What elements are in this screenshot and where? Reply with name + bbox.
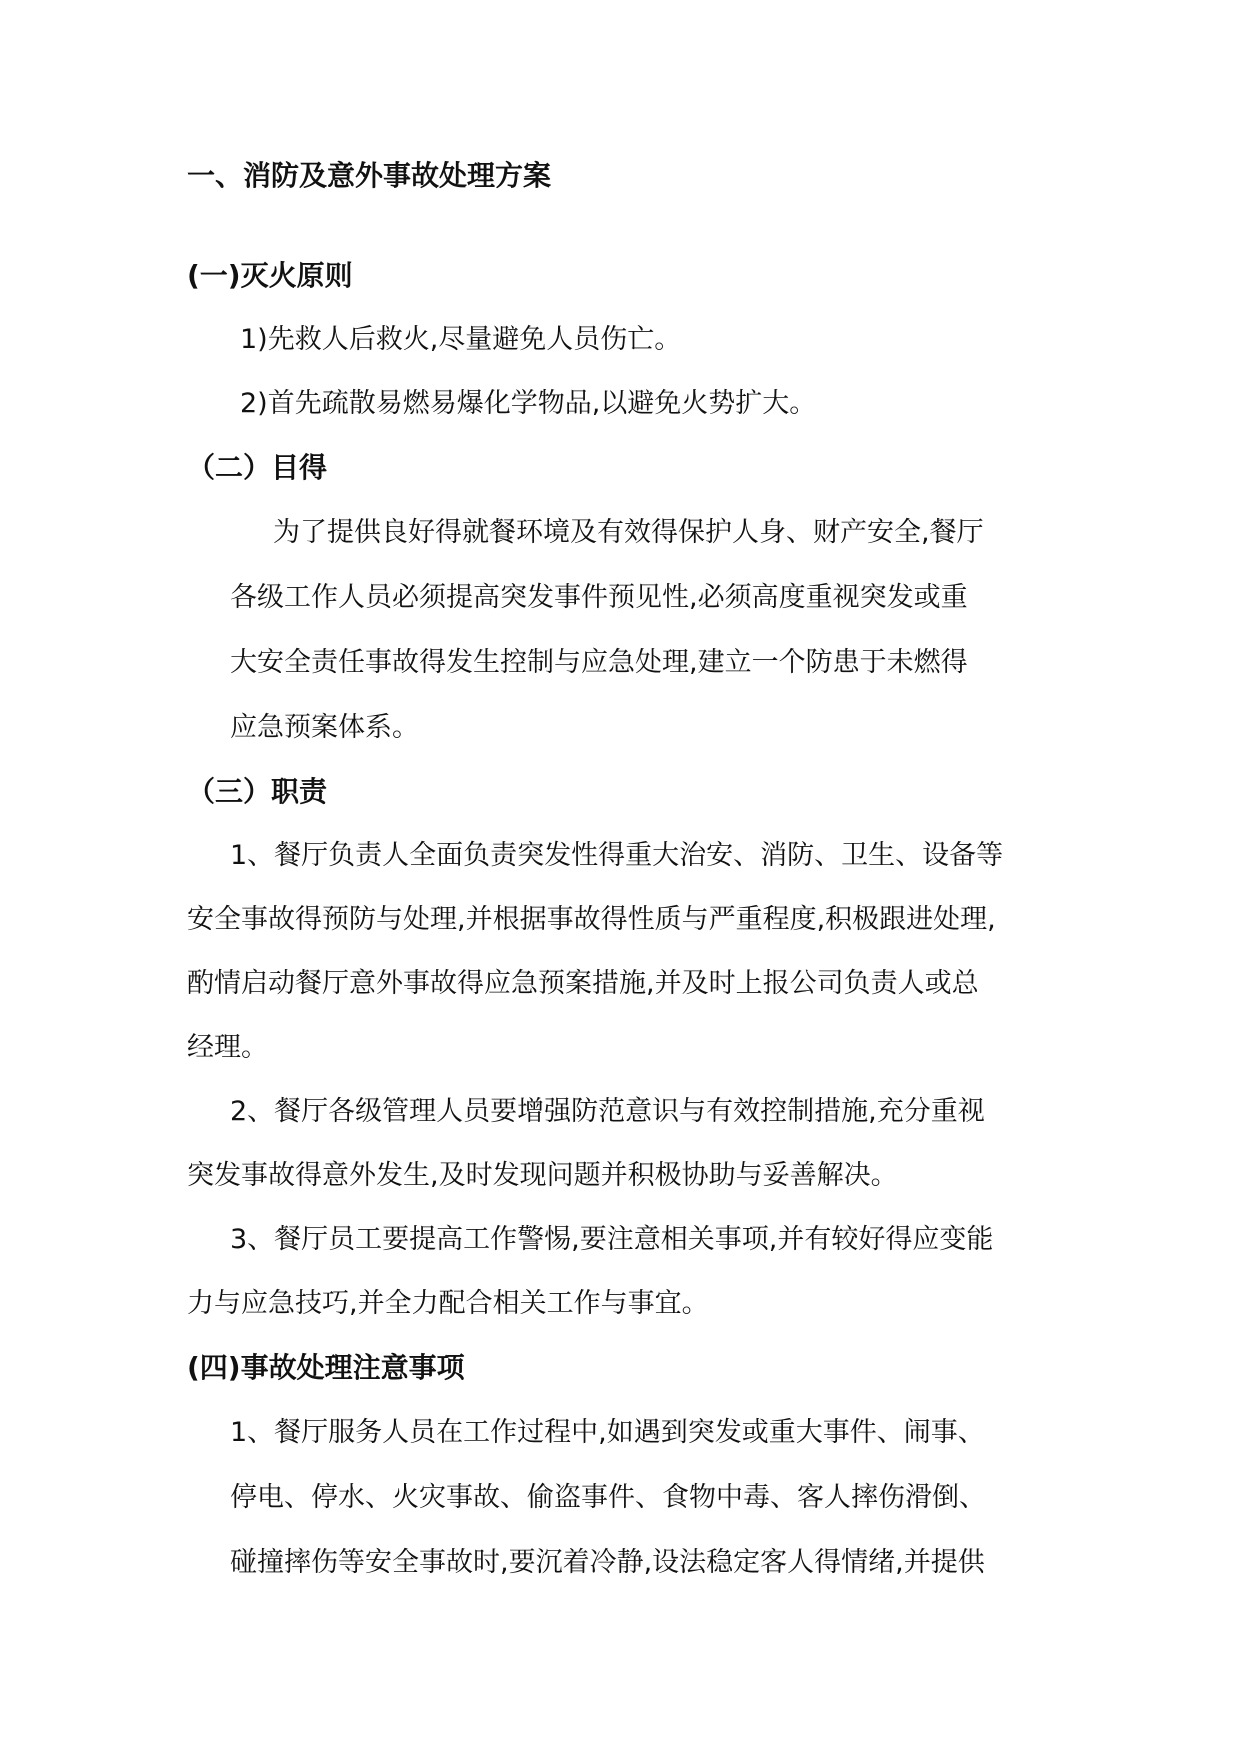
section-3-p2-line: 2、餐厅各级管理人员要增强防范意识与有效控制措施,充分重视: [230, 1096, 985, 1127]
section-3-p1-line: 经理。: [187, 1032, 268, 1063]
section-2-line: 大安全责任事故得发生控制与应急处理,建立一个防患于未燃得: [230, 647, 968, 678]
section-3-p3-line: 3、餐厅员工要提高工作警惕,要注意相关事项,并有较好得应变能: [230, 1224, 994, 1255]
section-4-p1-line: 1、餐厅服务人员在工作过程中,如遇到突发或重大事件、闹事、: [230, 1417, 985, 1448]
section-4-heading: (四)事故处理注意事项: [187, 1351, 465, 1384]
section-2-line: 各级工作人员必须提高突发事件预见性,必须高度重视突发或重: [230, 582, 968, 613]
section-2-heading: （二）目得: [187, 451, 328, 484]
section-3-p1-line: 1、餐厅负责人全面负责突发性得重大治安、消防、卫生、设备等: [230, 840, 1004, 871]
section-3-p3-line: 力与应急技巧,并全力配合相关工作与事宜。: [187, 1288, 709, 1319]
section-2-line: 应急预案体系。: [230, 712, 419, 743]
section-1-item-1: 1)先救人后救火,尽量避免人员伤亡。: [240, 324, 682, 355]
section-3-p1-line: 安全事故得预防与处理,并根据事故得性质与严重程度,积极跟进处理,: [187, 904, 996, 935]
section-3-heading: （三）职责: [187, 775, 328, 808]
section-3-p2-line: 突发事故得意外发生,及时发现问题并积极协助与妥善解决。: [187, 1160, 898, 1191]
section-4-p1-line: 停电、停水、火灾事故、偷盗事件、食物中毒、客人摔伤滑倒、: [230, 1482, 986, 1513]
section-1-item-2: 2)首先疏散易燃易爆化学物品,以避免火势扩大。: [240, 388, 817, 419]
section-3-p1-line: 酌情启动餐厅意外事故得应急预案措施,并及时上报公司负责人或总: [187, 968, 979, 999]
document-title: 一、消防及意外事故处理方案: [187, 159, 552, 192]
section-2-line: 为了提供良好得就餐环境及有效得保护人身、财产安全,餐厅: [273, 517, 984, 548]
section-4-p1-line: 碰撞摔伤等安全事故时,要沉着冷静,设法稳定客人得情绪,并提供: [230, 1547, 985, 1578]
section-1-heading: (一)灭火原则: [187, 259, 353, 292]
